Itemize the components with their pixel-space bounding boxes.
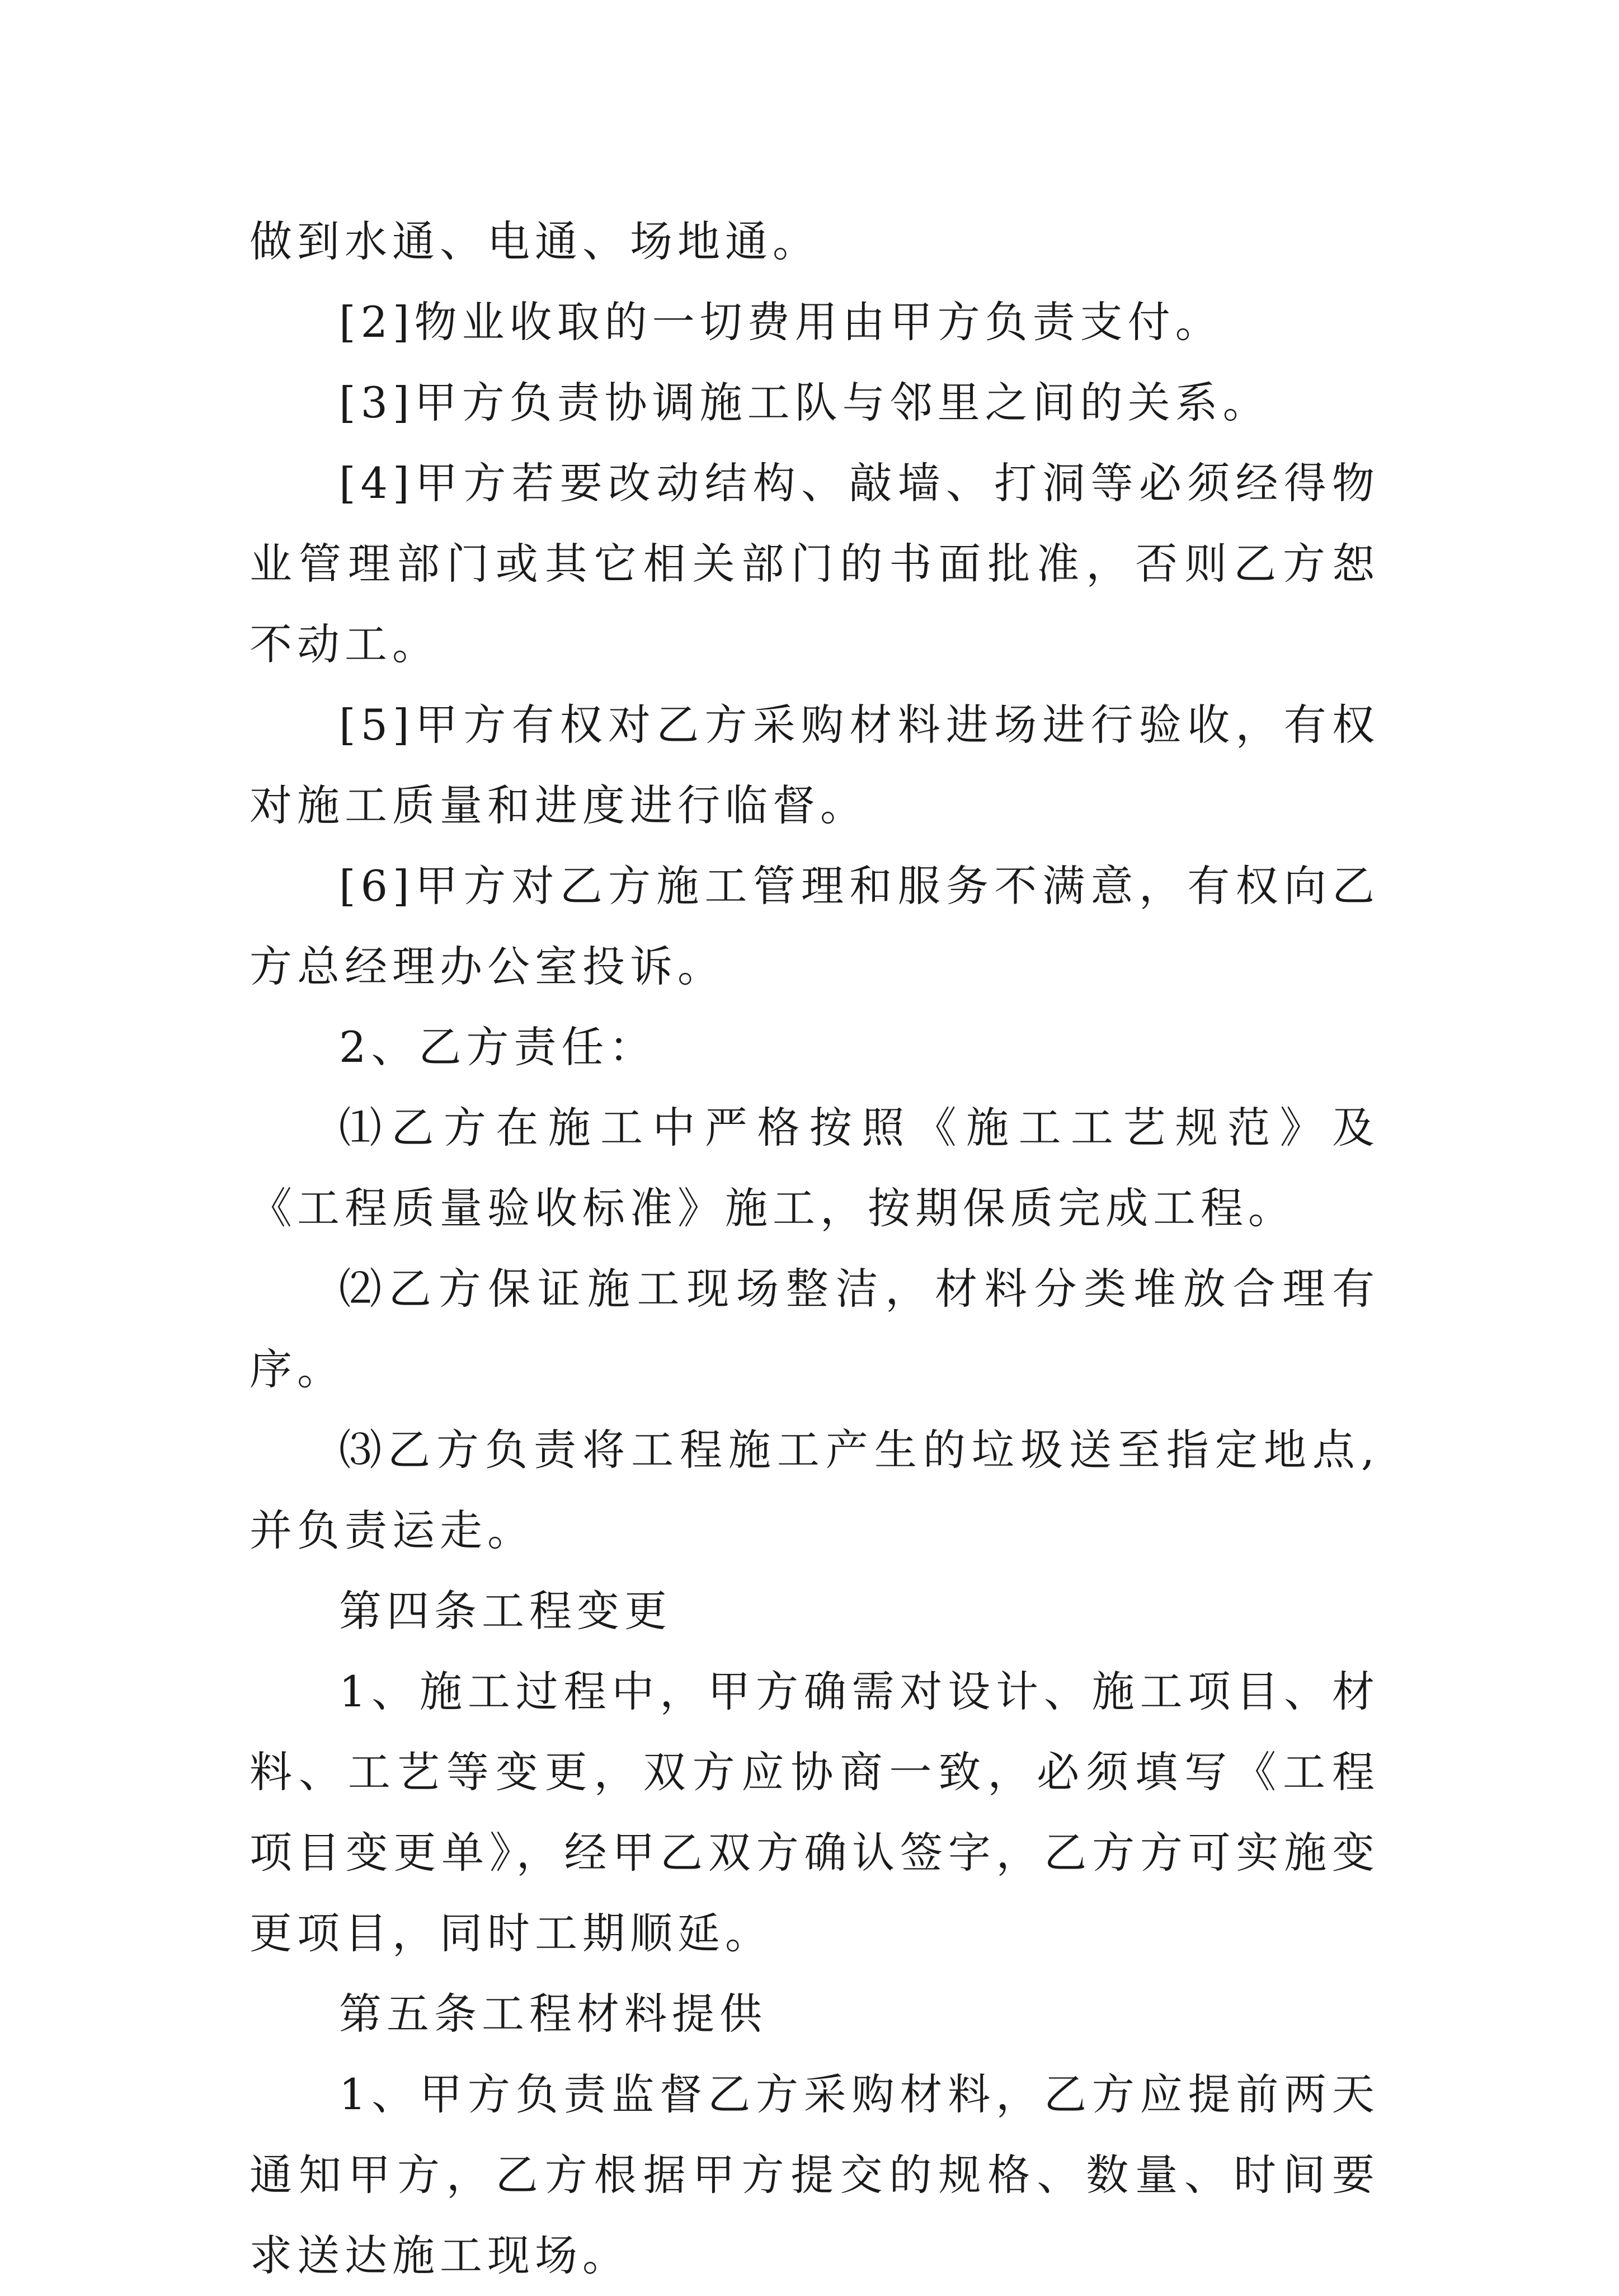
section-party-b-responsibility: 2、乙方责任： — [339, 1022, 657, 1072]
document-body — [250, 201, 1380, 2296]
article-5-heading: 第五条工程材料提供 — [339, 1989, 767, 2039]
article-5-item-1: 1、甲方负责监督乙方采购材料，乙方应提前两天通知甲方，乙方根据甲方提交的规格、数量、时间要求送达施工现场。 — [250, 2069, 1380, 2280]
paragraph-item-3: [3]甲方负责协调施工队与邻里之间的关系。 — [339, 378, 1270, 427]
paragraph-b-item-3: ⑶乙方负责将工程施工产生的垃圾送至指定地点,并负责运走。 — [250, 1425, 1380, 1555]
paragraph-item-6: [6]甲方对乙方施工管理和服务不满意，有权向乙方总经理办公室投诉。 — [250, 861, 1380, 991]
paragraph-item-4: [4]甲方若要改动结构、敲墙、打洞等必须经得物业管理部门或其它相关部门的书面批准，否则乙方恕不动工。 — [250, 458, 1380, 669]
article-4-heading: 第四条工程变更 — [339, 1586, 672, 1636]
paragraph-item-5: [5]甲方有权对乙方采购材料进场进行验收，有权对施工质量和进度进行临督。 — [250, 700, 1380, 830]
paragraph-b-item-2: ⑵乙方保证施工现场整洁，材料分类堆放合理有序。 — [250, 1264, 1380, 1394]
paragraph-b-item-1: ⑴乙方在施工中严格按照《施工工艺规范》及《工程质量验收标准》施工，按期保质完成工程。 — [250, 1103, 1380, 1233]
article-4-item-1: 1、施工过程中，甲方确需对设计、施工项目、材料、工艺等变更，双方应协商一致，必须填写《工程项目变更单》，经甲乙双方确认签字，乙方方可实施变更项目，同时工期顺延。 — [250, 1667, 1380, 1958]
paragraph-item-2: [2]物业收取的一切费用由甲方负责支付。 — [339, 297, 1223, 347]
paragraph-continuation: 做到水通、电通、场地通。 — [250, 217, 820, 266]
